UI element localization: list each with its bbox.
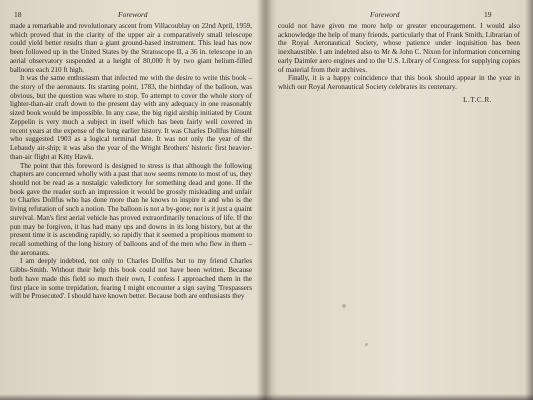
- right-page-body: [272, 22, 524, 104]
- author-signature: L.T.C.R.: [463, 95, 492, 104]
- left-running-head: Foreword: [118, 10, 148, 19]
- page-bottom-shadow: [0, 394, 533, 400]
- right-page: [272, 6, 524, 396]
- left-page-number: 18: [14, 10, 22, 19]
- left-page: [6, 6, 258, 396]
- left-page-body: [6, 22, 258, 301]
- right-paragraph: Finally, it is a happy coincidence that this book should appear in the year in which our Royal Aeronautical Society celebrates its centenary.: [278, 74, 520, 92]
- book-gutter: [258, 0, 272, 400]
- right-page-number: 19: [484, 10, 492, 19]
- right-running-head: Foreword: [370, 10, 400, 19]
- left-paragraph: made a remarkable and revolutionary ascent from Villacoublay on 22nd April, 1959, which proved that in the clarity of the upper air a comparatively small telescope could yield better results than a giant ground-based instrument. This lead has now been followed up in the United States by the Stratoscope II, a 36 in. telescope in an aerial observatory suspended at a height of 80,000 ft by two giant helium-filled balloons each 210 ft high.: [10, 22, 252, 74]
- right-paragraph: could not have given me more help or greater encouragement. I would also acknowledge the help of many friends, particularly that of Frank Smith, Librarian of the Royal Aeronautical Society, whose patience under inquisition has been inexhaustible. I am indebted also to Mr & John C. Nixon for information concerning early Daimler aero engines and to the U.S. Library of Congress for supplying copies of material from their archives.: [278, 22, 520, 74]
- paper-stain: [365, 343, 368, 346]
- left-paragraph: It was the same enthusiasm that infected me with the desire to write this book – the story of the aeronauts. Its starting point, 1783, the birthday of the balloon, was obvious, but the question was where to stop. To attempt to cover the whole story of lighter-than-air craft down to the present day with any adequacy in one reasonably sized book would be impossible. In any case, the big rigid airship initiated by Count Zeppelin is very much a subject in itself which has been fairly well covered in recent years at the expense of the long earlier history. It was Charles Dollfus himself who suggested 1903 as a logical terminal date. It was not only the year of the Lebaudy air-ship; it was also the year of the Wright Brothers' historic first heavier-than-air flight at Kitty Hawk.: [10, 74, 252, 161]
- left-paragraph: I am deeply indebted, not only to Charles Dollfus but to my friend Charles Gibbs-Smith. Without their help this book could not have been written. Because both have made this field so much their own, I confess I approached them in the first place in some trepidation, fearing I might encounter a sign saying 'Trespassers will be Prosecuted'. I should have known better. Because both are enthusiasts they: [10, 257, 252, 301]
- left-page-header: [6, 6, 258, 22]
- paper-stain: [342, 304, 346, 308]
- left-paragraph: The point that this foreword is designed to stress is that although the following chapters are concerned wholly with a past that now seems remote to most of us, they should not be read as a nostalgic valedictory for something dead and gone. If the book gave the reader such an impression it would be grossly misleading and unfair to Charles Dollfus who has done more than he knows to inspire it and who is the living refutation of such a notion. The balloon is not a by-gone; nor is it just a quaint survival. Man's first aerial vehicle has proved extraordinarily tenacious of life. If the pun may be forgiven, it has had many ups and downs in its long history, but at the present time it is ascending rapidly, so rapidly that it seemed a propitious moment to recall something of the long history of balloons and of the men who flew in them – the aeronauts.: [10, 161, 252, 257]
- right-page-header: [272, 6, 524, 22]
- page-edge-shadow: [525, 0, 533, 400]
